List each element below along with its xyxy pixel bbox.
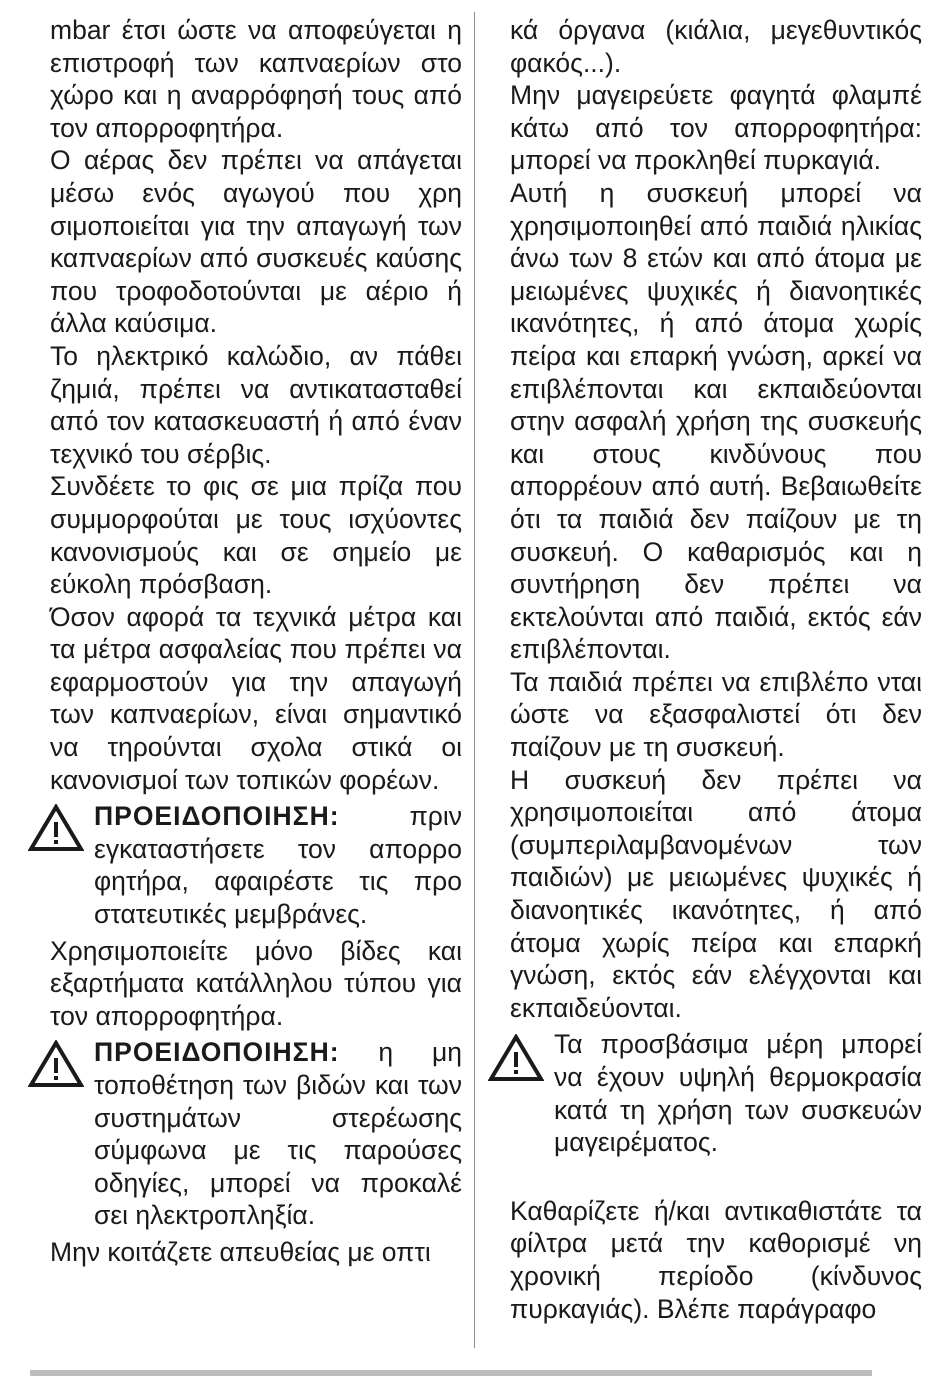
paragraph: Τα παιδιά πρέπει να επιβλέπο νται ώστε να εξασφαλιστεί ότι δεν παίζουν με τη συσκευή. — [510, 666, 922, 763]
paragraph: Καθαρίζετε ή/και αντικαθιστάτε τα φίλτρα μετά την καθορισμέ νη χρονική περίοδο (κίνδυνος πυρκαγιάς). Βλέπε παράγραφο — [510, 1195, 922, 1324]
paragraph: Η συσκευή δεν πρέπει να χρησιμοποιείται από άτομα (συμπεριλαμβανομένων των παιδιών) με μειωμένες ψυχικές ή διανοητικές ικανότητες, ή από άτομα χωρίς πείρα και επαρκή γνώση, εκτός εάν ελέγχονται και εκπαιδεύονται. — [510, 764, 922, 1023]
warning-block — [50, 1036, 462, 1232]
paragraph: mbar έτσι ώστε να αποφεύγεται η επιστροφή των καπναερίων στο χώρο και η αναρρόφησή τους από τον απορροφητήρα. — [50, 15, 462, 143]
paragraph: Το ηλεκτρικό καλώδιο, αν πάθει ζημιά, πρέπει να αντικατασταθεί από τον κατασκευαστή ή από έναν τεχνικό του σέρβις. — [50, 340, 462, 469]
warning-title: ΠΡΟΕΙΔΟΠΟΙΗΣΗ: — [94, 1037, 340, 1068]
spacer — [510, 1163, 922, 1195]
paragraph: Ο αέρας δεν πρέπει να απάγεται μέσω ενός αγωγού που χρη σιμοποιείται για την απαγωγή των καπναερίων από συσκευές καύσης που τροφοδοτούνται με αέριο ή άλλα καύσιμα. — [50, 145, 462, 339]
left-column — [50, 14, 462, 1269]
warning-triangle-icon — [488, 1034, 544, 1082]
warning-block — [510, 1028, 922, 1158]
paragraph: Μην μαγειρεύετε φαγητά φλαμπέ κάτω από τον απορροφητήρα: μπορεί να προκληθεί πυρκαγιά. — [510, 80, 922, 176]
warning-block — [50, 800, 462, 930]
warning-triangle-icon — [28, 1040, 84, 1088]
paragraph: Αυτή η συσκευή μπορεί να χρησιμοποιηθεί από παιδιά ηλικίας άνω των 8 ετών και από άτομα με μειωμένες ψυχικές ή διανοητικές ικανότητες, ή από άτομα χωρίς πείρα και επαρκή γνώση, αρκεί να επιβλέπονται και εκπαιδεύονται στην ασφαλή χρήση της συσκευής και στους κινδύνους που απορρέουν από αυτή. Βεβαιωθείτε ότι τα παιδιά δεν παίζουν με τη συσκευή. Ο καθαρισμός και η συντήρηση δεν πρέπει να εκτελούνται από παιδιά, εκτός εάν επιβλέπονται. — [510, 177, 922, 665]
column-divider — [474, 12, 475, 1348]
warning-text: Τα προσβάσιμα μέρη μπορεί να έχουν υψηλή θερμοκρασία κατά τη χρήση των συσκευών μαγειρέματος. — [554, 1029, 922, 1158]
paragraph: Χρησιμοποιείτε μόνο βίδες και εξαρτήματα κατάλληλου τύπου για τον απορροφητήρα. — [50, 935, 462, 1031]
warning-text: πριν εγκαταστήσετε τον απορρο φητήρα, αφαιρέστε τις προ στατευτικές μεμβράνες. — [94, 801, 462, 930]
right-column — [510, 14, 922, 1325]
page-bottom-rule — [30, 1370, 872, 1376]
warning-triangle-icon — [28, 804, 84, 852]
paragraph: Όσον αφορά τα τεχνικά μέτρα και τα μέτρα ασφαλείας που πρέπει να εφαρμοστούν για την απαγωγή των καπναερίων, είναι σημαντικό να τηρούνται σχολα στικά οι κανονισμοί των τοπικών φορέων. — [50, 601, 462, 795]
paragraph: Μην κοιτάζετε απευθείας με οπτι — [50, 1236, 431, 1267]
warning-title: ΠΡΟΕΙΔΟΠΟΙΗΣΗ: — [94, 801, 340, 832]
paragraph: Συνδέετε το φις σε μια πρίζα που συμμορφούται με τους ισχύοντες κανονισμούς και σε σημείο με εύκολη πρόσβαση. — [50, 471, 462, 600]
paragraph: κά όργανα (κιάλια, μεγεθυντικός φακός...). — [510, 15, 922, 78]
warning-text: η μη τοποθέτηση των βιδών και των συστημάτων στερέωσης σύμφωνα με τις παρούσες οδηγίες, μπορεί να προκαλέ σει ηλεκτροπληξία. — [94, 1037, 462, 1231]
